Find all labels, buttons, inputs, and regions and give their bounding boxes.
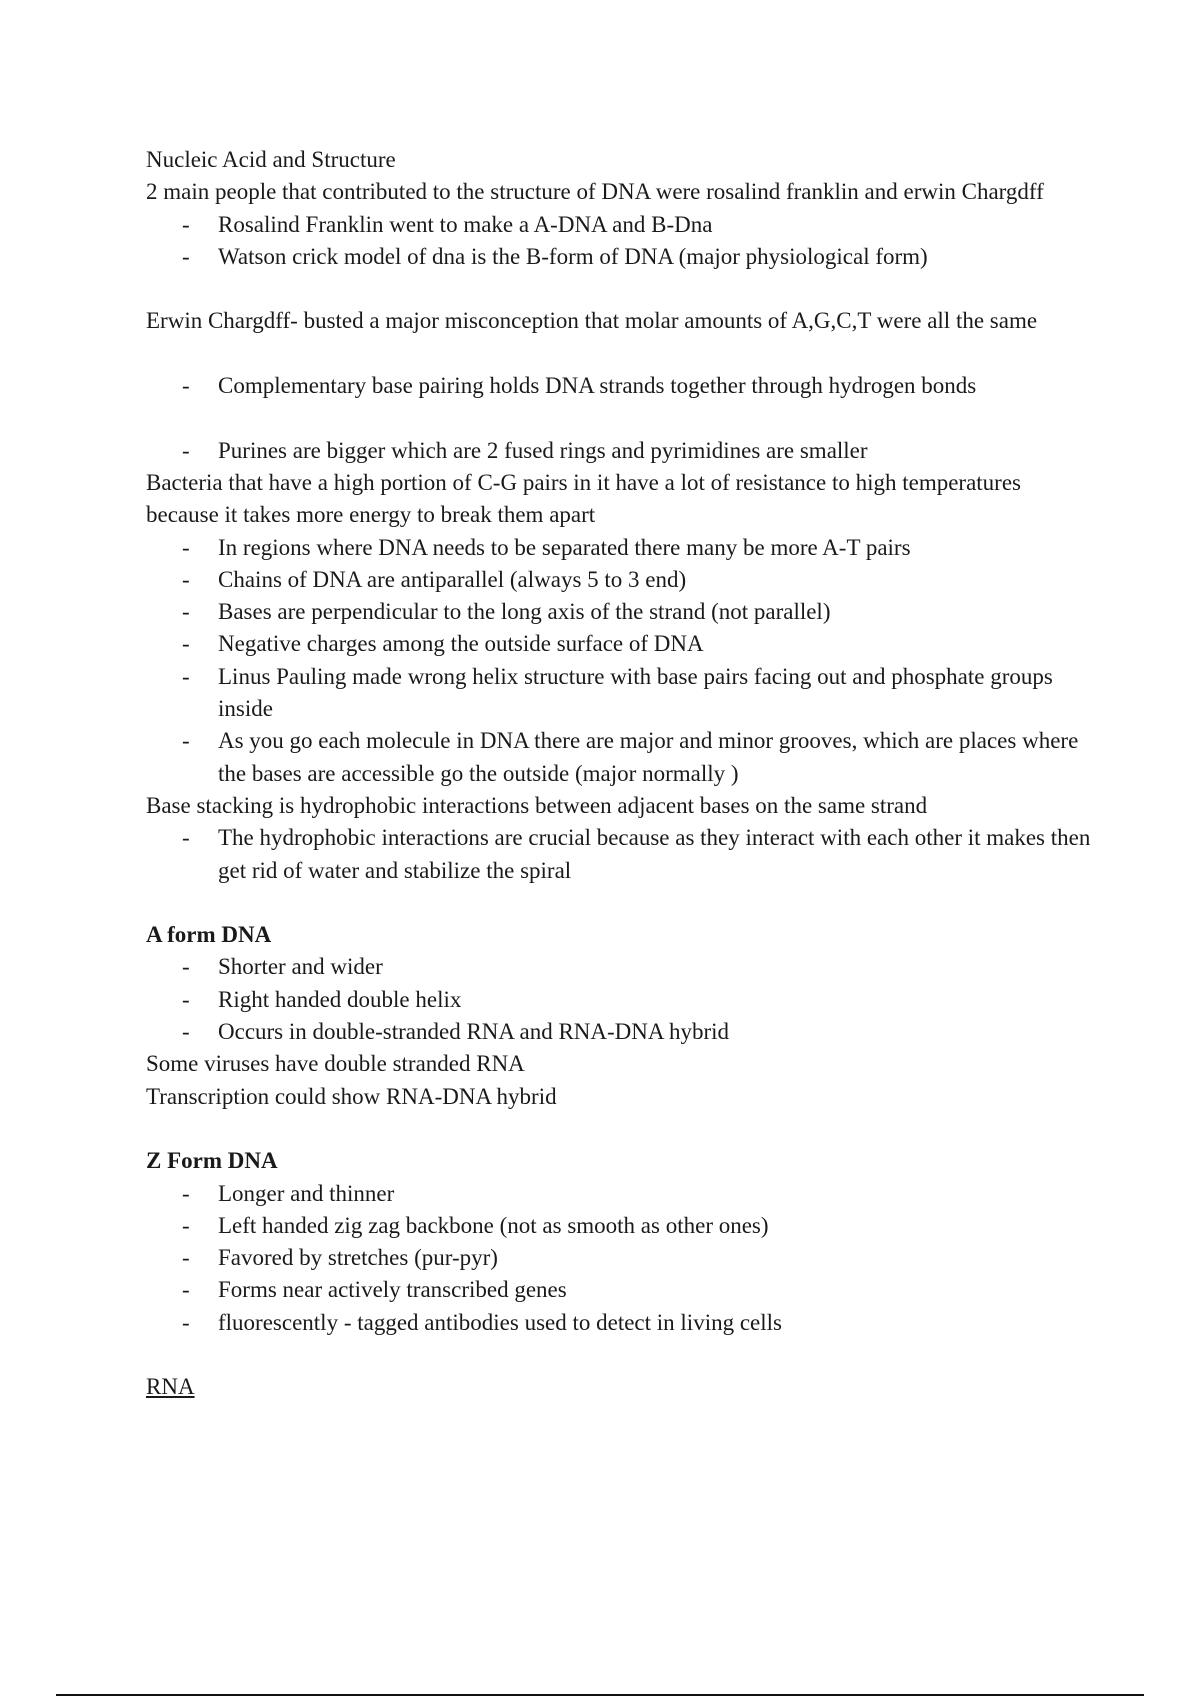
bullet-marker: - [182, 373, 190, 399]
list-item-text: Negative charges among the outside surface of DNA [218, 631, 704, 657]
list-item [146, 1210, 1096, 1242]
list-item [146, 951, 1096, 983]
z-form-heading: Z Form DNA [146, 1148, 278, 1174]
list-item-text: Watson crick model of dna is the B-form of DNA (major physiological form) [218, 243, 928, 269]
list-item-text: Rosalind Franklin went to make a A-DNA and B-Dna [218, 211, 713, 237]
rna-heading: RNA [146, 1374, 195, 1400]
spacer [146, 1113, 1096, 1145]
a-form-note: Transcription could show RNA-DNA hybrid [146, 1083, 557, 1109]
list-item-text: Occurs in double-stranded RNA and RNA-DNA hybrid [218, 1019, 730, 1045]
bullet-marker: - [182, 1309, 190, 1335]
list-item-text: Forms near actively transcribed genes [218, 1277, 567, 1303]
bullet-marker: - [182, 663, 190, 689]
list-item [146, 661, 1096, 726]
page-title: Nucleic Acid and Structure [146, 147, 396, 172]
bullet-marker: - [182, 954, 190, 980]
list-item-text: In regions where DNA needs to be separated there many be more A-T pairs [218, 534, 911, 560]
list-item [146, 725, 1096, 790]
list-item [146, 1274, 1096, 1306]
list-item [146, 370, 1096, 402]
list-item-text: Shorter and wider [218, 954, 383, 980]
list-item [146, 822, 1096, 887]
list-item-text: Purines are bigger which are 2 fused rings and pyrimidines are smaller [218, 437, 868, 463]
list-item-text: The hydrophobic interactions are crucial because as they interact with each other it makes then get rid of water and stabilize the spiral [218, 825, 1091, 883]
list-item [146, 1178, 1096, 1210]
intro-paragraph: 2 main people that contributed to the structure of DNA were rosalind franklin and erwin Chargdff [146, 179, 1044, 205]
list-item-text: Linus Pauling made wrong helix structure with base pairs facing out and phosphate groups inside [218, 663, 1053, 722]
spacer [146, 273, 1096, 305]
list-item [146, 209, 1096, 241]
list-item-text: Left handed zig zag backbone (not as smooth as other ones) [218, 1212, 769, 1238]
list-item-text: Chains of DNA are antiparallel (always 5 to 3 end) [218, 566, 687, 592]
bullet-marker: - [182, 728, 190, 754]
bullet-marker: - [182, 211, 190, 237]
list-item-text: Complementary base pairing holds DNA strands together through hydrogen bonds [218, 373, 977, 399]
spacer [146, 1339, 1096, 1371]
list-item-text: Bases are perpendicular to the long axis of the strand (not parallel) [218, 599, 831, 625]
list-item-text: Favored by stretches (pur-pyr) [218, 1245, 498, 1271]
bullet-marker: - [182, 631, 190, 657]
list-item [146, 984, 1096, 1016]
list-item [146, 564, 1096, 596]
bullet-marker: - [182, 243, 190, 269]
list-item [146, 1307, 1096, 1339]
list-item-text: Right handed double helix [218, 986, 462, 1012]
bullet-marker: - [182, 1277, 190, 1303]
bullet-marker: - [182, 1212, 190, 1238]
list-item [146, 1016, 1096, 1048]
bullet-marker: - [182, 825, 190, 851]
bullet-marker: - [182, 1245, 190, 1271]
page-bottom-rule [56, 1694, 1144, 1696]
bullet-marker: - [182, 437, 190, 463]
stacking-paragraph: Base stacking is hydrophobic interactions between adjacent bases on the same strand [146, 792, 928, 818]
list-item-text: fluorescently - tagged antibodies used to detect in living cells [218, 1309, 782, 1335]
list-item [146, 532, 1096, 564]
a-form-heading: A form DNA [146, 922, 272, 948]
bullet-marker: - [182, 1019, 190, 1045]
bullet-marker: - [182, 534, 190, 560]
document-body [146, 144, 1096, 1404]
bullet-marker: - [182, 566, 190, 592]
list-item [146, 596, 1096, 628]
list-item [146, 628, 1096, 660]
a-form-note: Some viruses have double stranded RNA [146, 1051, 525, 1077]
bullet-marker: - [182, 1180, 190, 1206]
bullet-marker: - [182, 599, 190, 625]
spacer [146, 338, 1096, 370]
bullet-marker: - [182, 986, 190, 1012]
chargaff-paragraph: Erwin Chargdff- busted a major misconception that molar amounts of A,G,C,T were all the same [146, 308, 1038, 334]
list-item [146, 1242, 1096, 1274]
list-item-text: As you go each molecule in DNA there are major and minor grooves, which are places where the bases are accessible go the outside (major normally ) [218, 728, 1079, 786]
list-item [146, 435, 1096, 467]
spacer [146, 402, 1096, 434]
bacteria-paragraph: Bacteria that have a high portion of C-G pairs in it have a lot of resistance to high temperatures because it takes more energy to break them apart [146, 469, 1021, 528]
list-item [146, 241, 1096, 273]
list-item-text: Longer and thinner [218, 1180, 395, 1206]
spacer [146, 887, 1096, 919]
